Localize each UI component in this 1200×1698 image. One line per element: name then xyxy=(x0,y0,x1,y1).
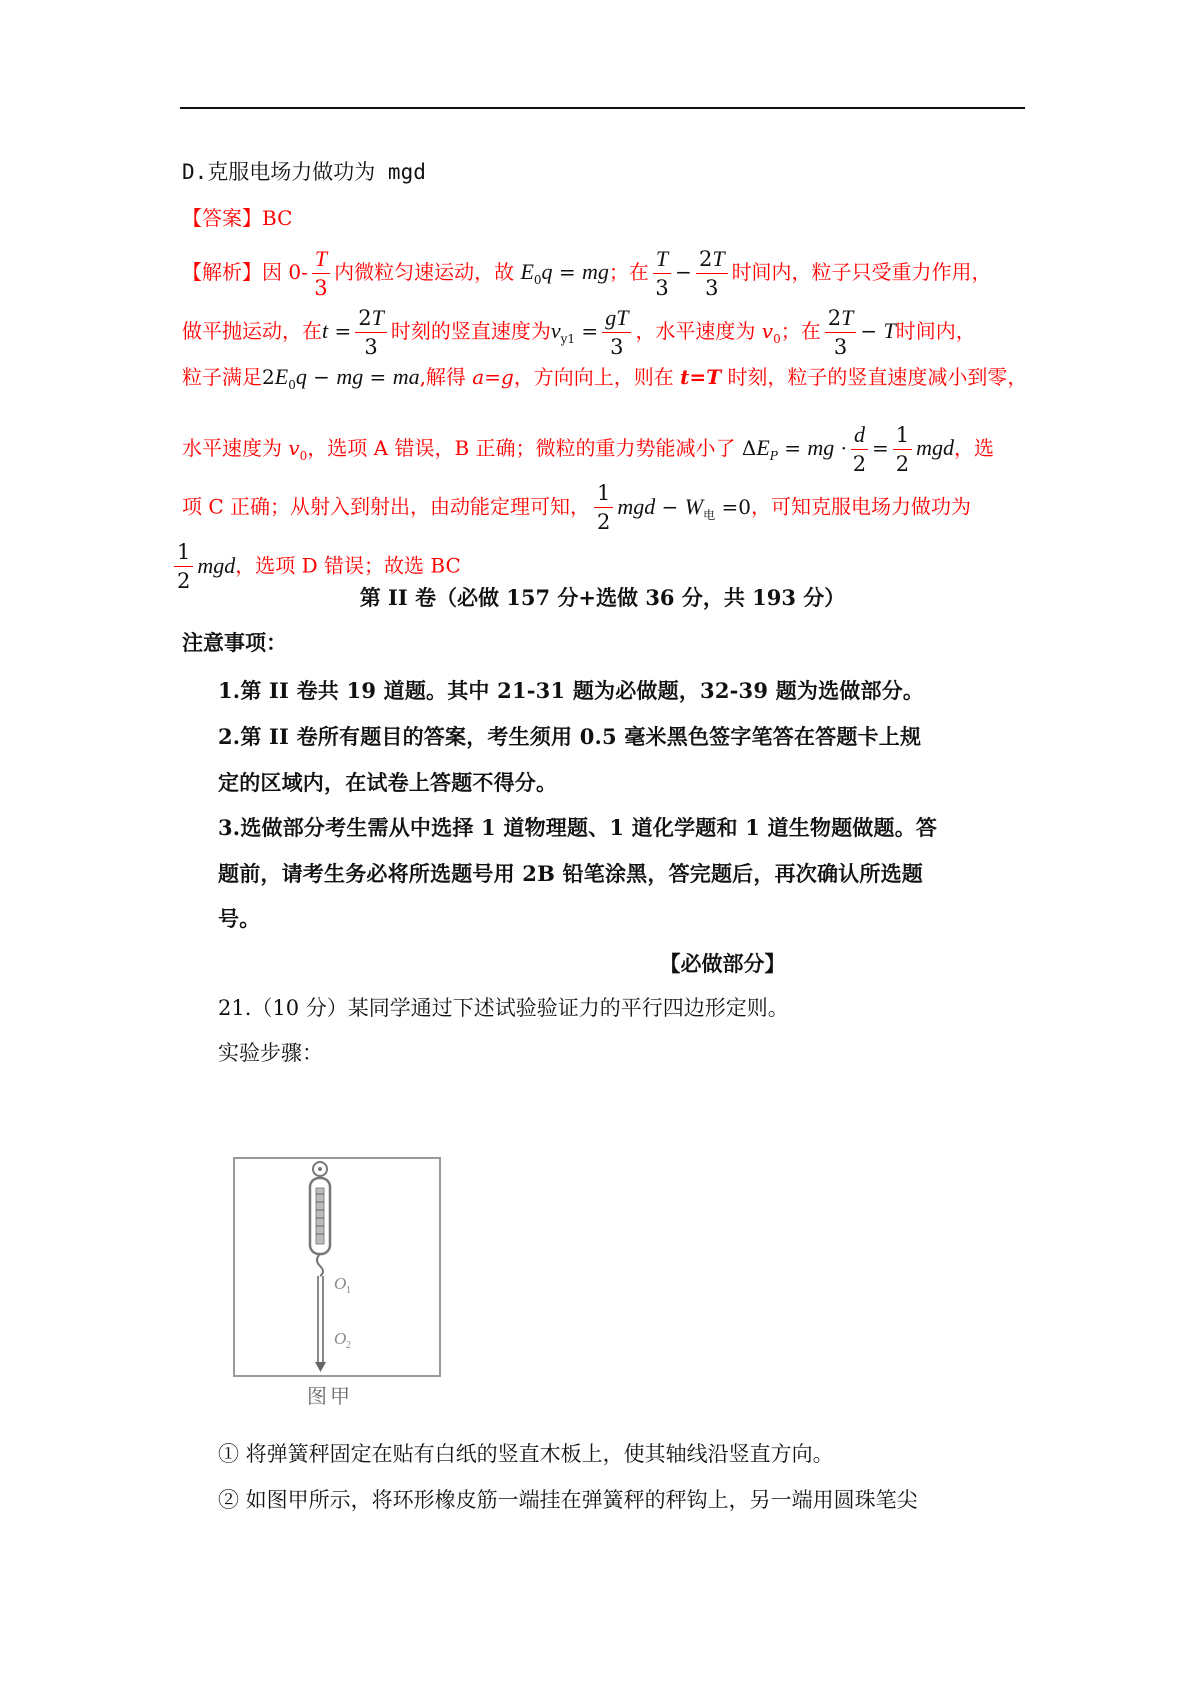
fraction-1-2-c: $\frac{1}{2}$ xyxy=(174,542,193,592)
analysis-text: ，可知克服电场力做功为 xyxy=(750,494,971,519)
fraction-gt-3: $\frac{gT}{3}$ xyxy=(602,307,631,358)
notice-2-cont: 定的区域内，在试卷上答题不得分。 xyxy=(218,770,558,795)
analysis-text: 粒子满足 xyxy=(182,365,262,389)
analysis-text: 水平速度为 xyxy=(182,436,282,460)
notice-1: 1.第 II 卷共 19 道题。其中 21-31 题为必做题，32-39 题为选做部分。 xyxy=(218,678,925,703)
analysis-text: 因 0- xyxy=(262,260,308,284)
notice-3-end: 号。 xyxy=(218,906,261,931)
spring-scale-diagram xyxy=(232,1156,442,1386)
analysis-line-4: 水平速度为 $v_0$，选项 A 错误，B 正确；微粒的重力势能减小了 $\Delta E_P$ = mg · $\frac{d}{2}$ = $\frac{1}{2}$ mgd，选 xyxy=(182,422,994,476)
option-d: D.克服电场力做功为 mgd xyxy=(182,160,426,184)
formula-delta-ep: $\Delta E_P$ = mg · xyxy=(741,435,847,463)
fraction-t-3: $\frac{T}{3}$ xyxy=(312,248,330,299)
analysis-text: 时刻的竖直速度为 xyxy=(390,319,551,343)
notice-3-cont: 题前，请考生务必将所选题号用 2B 铅笔涂黑，答完题后，再次确认所选题 xyxy=(218,861,923,886)
analysis-text: ，选 xyxy=(954,436,994,460)
fraction-1-2-b: $\frac{1}{2}$ xyxy=(594,483,613,533)
analysis-text: ；在 xyxy=(608,260,649,284)
fraction-t-3b: $\frac{T}{3}$ xyxy=(653,248,671,299)
step-2: ② 如图甲所示，将环形橡皮筋一端挂在弹簧秤的秤钩上，另一端用圆珠笔尖 xyxy=(218,1488,918,1512)
analysis-text: 内微粒匀速运动，故 xyxy=(334,260,515,284)
answer-value: BC xyxy=(262,206,293,230)
analysis-text: ，水平速度为 xyxy=(635,319,756,343)
figure-spring-scale xyxy=(232,1156,442,1402)
svg-text:2: 2 xyxy=(346,1340,351,1351)
analysis-text: ，方向向上，则在 xyxy=(513,365,674,389)
fraction-2t-3-t: $\frac{2T}{3}$ xyxy=(355,307,387,358)
analysis-text: 项 C 正确；从射入到射出，由动能定理可知， xyxy=(182,494,591,519)
analysis-tag: 【解析】 xyxy=(182,260,262,284)
fraction-2t-3: $\frac{2T}{3}$ xyxy=(696,248,728,299)
notice-2: 2.第 II 卷所有题目的答案，考生须用 0.5 毫米黑色签字笔答在答题卡上规 xyxy=(218,724,922,749)
fraction-2t-3-c: $\frac{2T}{3}$ xyxy=(825,307,857,358)
notice-3: 3.选做部分考生需从中选择 1 道物理题、1 道化学题和 1 道生物题做题。答 xyxy=(218,815,938,840)
steps-title: 实验步骤： xyxy=(218,1041,323,1065)
answer-line xyxy=(182,208,292,228)
analysis-line-6: $\frac{1}{2}$ mgd，选项 D 错误；故选 BC xyxy=(174,542,461,592)
analysis-line-5 xyxy=(182,483,971,533)
analysis-text: ；在 xyxy=(780,319,821,343)
analysis-line-2: 做平抛运动，在t = $\frac{2T}{3}$ 时刻的竖直速度为$v_{y1}$ = $\frac{gT}{3}$ ，水平速度为 $v_0$；在 $\frac{2T}{3}$ − T时间内， xyxy=(182,305,976,359)
analysis-text: ，选项 D 错误；故选 BC xyxy=(235,553,461,578)
notice-title: 注意事项： xyxy=(182,630,287,655)
analysis-text: 时间内， xyxy=(895,319,976,343)
analysis-text: 时刻，粒子的竖直速度减小到零， xyxy=(727,365,1028,389)
question-21: 21.（10 分）某同学通过下述试验验证力的平行四边形定则。 xyxy=(218,996,789,1020)
label-o2: O xyxy=(334,1329,347,1348)
figure-caption: 图甲 xyxy=(307,1384,353,1408)
header-rule xyxy=(180,107,1025,109)
answer-tag: 【答案】 xyxy=(182,206,262,230)
analysis-text: ,解得 xyxy=(419,365,466,389)
formula-e0q-mg: $E_0q$ = mg xyxy=(520,259,609,287)
formula-vy1: $v_{y1}$ = xyxy=(550,318,599,346)
analysis-text: 做平抛运动，在 xyxy=(182,319,322,343)
analysis-text: 时间内，粒子只受重力作用， xyxy=(731,260,992,284)
formula-newton: $2E_0q$ − mg = ma xyxy=(262,364,420,392)
analysis-line-3: 粒子满足$2E_0q$ − mg = ma,解得 a=g，方向向上，则在 t=T 时刻，粒子的竖直速度减小到零， xyxy=(182,364,1028,392)
step-1: ① 将弹簧秤固定在贴有白纸的竖直木板上，使其轴线沿竖直方向。 xyxy=(218,1442,834,1466)
section-title: 第 II 卷（必做 157 分+选做 36 分，共 193 分） xyxy=(359,585,846,610)
svg-text:1: 1 xyxy=(346,1285,351,1296)
fraction-1-2: $\frac{1}{2}$ xyxy=(893,425,912,475)
formula-work: mgd − $W_电 =0$ xyxy=(617,493,751,522)
analysis-text: ，选项 A 错误，B 正确；微粒的重力势能减小了 xyxy=(307,436,736,460)
required-title: 【必做部分】 xyxy=(659,951,786,976)
fraction-d-2: $\frac{d}{2}$ xyxy=(852,422,867,476)
label-o1: O xyxy=(334,1274,347,1293)
analysis-line-1: 【解析】因 0- $\frac{T}{3}$ 内微粒匀速运动，故 $E_0q$ = mg；在 $\frac{T}{3}$ − $\frac{2T}{3}$ 时间内，粒子只受重力作用， xyxy=(182,246,992,300)
